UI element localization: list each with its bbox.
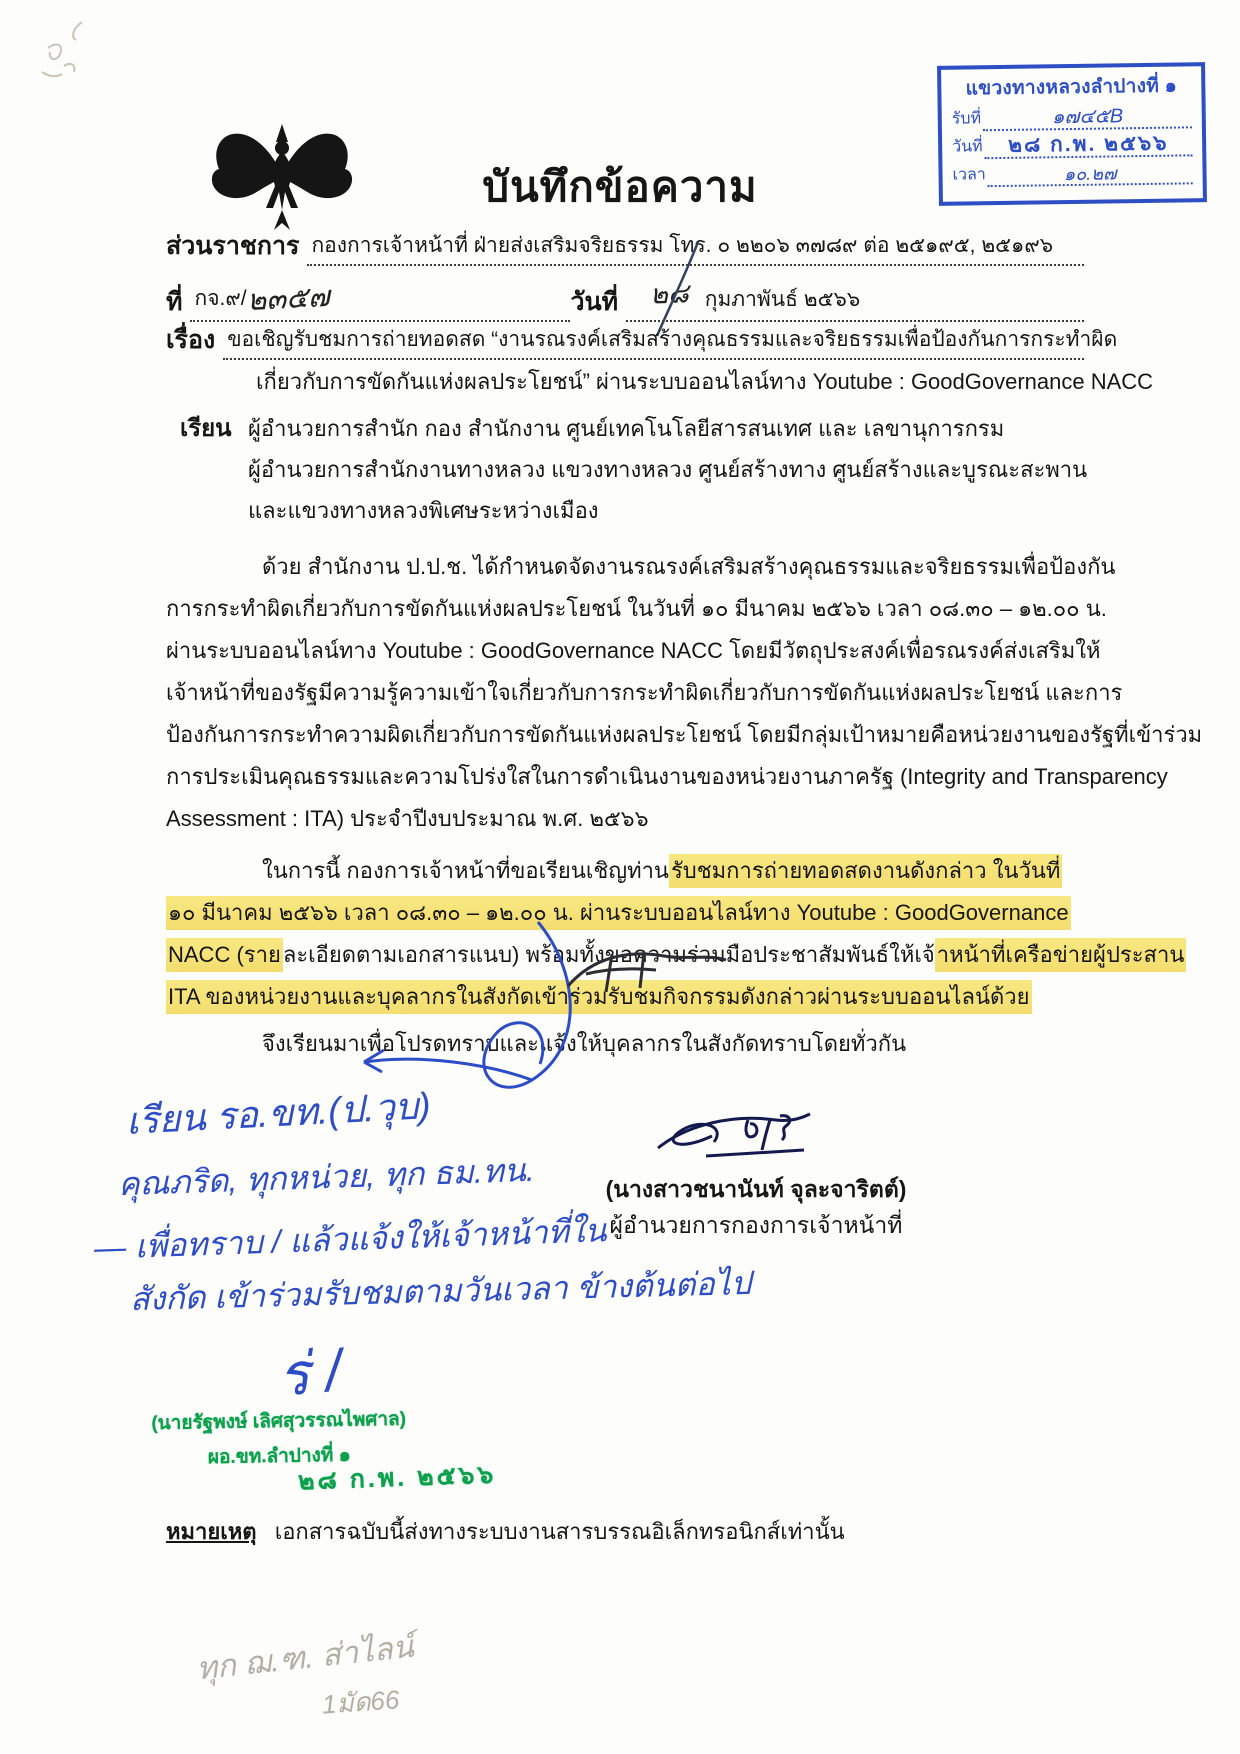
body-p1-line5: ป้องกันการกระทำความผิดเกี่ยวกับการขัดกันแห่งผลประโยชน์ โดยมีกลุ่มเป้าหมายคือหน่วยงานของรัฐที่เข้าร่วม bbox=[166, 722, 1203, 747]
received-time-label: เวลา bbox=[952, 166, 986, 184]
handwritten-note-4: สังกัด เข้าร่วมรับชมตามวันเวลา ข้างต้นต่อไป bbox=[129, 1264, 752, 1318]
doc-number-label: ที่ bbox=[166, 288, 183, 316]
handwritten-note-1: เรียน รอ.ขท.(ป.วุบ) bbox=[125, 1085, 432, 1142]
received-date-value: ๒๘ ก.พ. ๒๕๖๖ bbox=[984, 132, 1192, 159]
received-stamp-no-row bbox=[952, 103, 1192, 131]
footer-note-text: เอกสารฉบับนี้ส่งทางระบบงานสารบรรณอิเล็กทรอนิกส์เท่านั้น bbox=[274, 1519, 845, 1544]
received-stamp-office: แขวงทางหลวงลำปางที่ ๑ bbox=[965, 75, 1178, 100]
p2-line1-plain: ในการนี้ กองการเจ้าหน้าที่ขอเรียนเชิญท่าน bbox=[262, 858, 669, 883]
initial-scribble bbox=[560, 944, 732, 1000]
body-p1-line6: การประเมินคุณธรรมและความโปร่งใสในการดำเนินงานของหน่วยงานภาครัฐ (Integrity and Transparency bbox=[166, 764, 1168, 789]
p2-line1-highlight: รับชมการถ่ายทอดสดงานดังกล่าว ในวันที่ bbox=[669, 854, 1062, 888]
body-p1-line2: การกระทำผิดเกี่ยวกับการขัดกันแห่งผลประโยชน์ ในวันที่ ๑๐ มีนาคม ๒๕๖๖ เวลา ๐๘.๓๐ – ๑๒.๐๐ น. bbox=[166, 596, 1107, 621]
doc-number-printed: กจ.๙/ bbox=[194, 287, 247, 310]
p2-line3-highlight-b: าหน้าที่เครือข่ายผู้ประสาน bbox=[935, 938, 1187, 972]
doc-date-day: ๒๘ bbox=[649, 278, 690, 310]
p2-line2-highlight: ๑๐ มีนาคม ๒๕๖๖ เวลา ๐๘.๓๐ – ๑๒.๐๐ น. ผ่านระบบออนไลน์ทาง Youtube : GoodGovernance bbox=[166, 896, 1071, 930]
agency-line bbox=[166, 226, 1084, 266]
signer-position: ผู้อำนวยการกองการเจ้าหน้าที่ bbox=[609, 1212, 903, 1238]
handwritten-initial: ร่ / bbox=[274, 1337, 345, 1410]
body-paragraph-1 bbox=[166, 546, 1203, 840]
approval-stamp-name: (นายรัฐพงษ์ เลิศสุวรรณไพศาล) bbox=[151, 1408, 407, 1435]
subject-value-line2: เกี่ยวกับการขัดกันแห่งผลประโยชน์” ผ่านระบบออนไลน์ทาง Youtube : GoodGovernance NACC bbox=[256, 369, 1154, 394]
pencil-note-line1: ทุก ฌ.ฑ. ส่าไลน์ bbox=[194, 1628, 416, 1687]
footer-note-label: หมายเหตุ bbox=[166, 1519, 257, 1544]
received-date-label: วันที่ bbox=[952, 138, 983, 156]
to-label: เรียน bbox=[180, 415, 232, 442]
doc-date-label: วันที่ bbox=[570, 288, 619, 316]
to-line-2: ผู้อำนวยการสำนักงานทางหลวง แขวงทางหลวง ศูนย์สร้างทาง ศูนย์สร้างและบูรณะสะพาน bbox=[248, 457, 1088, 482]
doc-number-handwritten: ๒๓๕๗ bbox=[245, 280, 331, 318]
approval-stamp-position: ผอ.ขท.ลำปางที่ ๑ bbox=[207, 1444, 351, 1469]
document-title: บันทึกข้อความ bbox=[482, 163, 758, 210]
body-p2-line2 bbox=[166, 892, 1088, 934]
footer-note bbox=[166, 1514, 845, 1549]
handwritten-note-2: คุณภริด, ทุกหน่วย, ทุก ธม.ทน. bbox=[117, 1151, 536, 1203]
doc-date-month-year: กุมภาพันธ์ ๒๕๖๖ bbox=[704, 288, 861, 311]
received-no-value: ๑๗๔๕B bbox=[983, 105, 1192, 131]
doc-number-line bbox=[166, 272, 1084, 322]
body-p1-line4: เจ้าหน้าที่ของรัฐมีความรู้ความเข้าใจเกี่ยวกับการกระทำผิดเกี่ยวกับการขัดกันแห่งผลประโยชน์ และการ bbox=[166, 680, 1123, 705]
body-p1-line3: ผ่านระบบออนไลน์ทาง Youtube : GoodGovernance NACC โดยมีวัตถุประสงค์เพื่อรณรงค์ส่งเสริมให้ bbox=[166, 638, 1101, 663]
agency-label: ส่วนราชการ bbox=[166, 232, 300, 260]
signer-name: (นางสาวชนานันท์ จุละจาริตต์) bbox=[605, 1176, 907, 1202]
agency-value: กองการเจ้าหน้าที่ ฝ่ายส่งเสริมจริยธรรม โทร. ๐ ๒๒๐๖ ๓๗๘๙ ต่อ ๒๕๑๙๕, ๒๕๑๙๖ bbox=[307, 229, 1084, 266]
subject-line bbox=[166, 320, 1118, 360]
subject-label: เรื่อง bbox=[166, 326, 216, 354]
received-no-label: รับที่ bbox=[951, 110, 982, 128]
p2-line3-highlight-a: NACC (ราย bbox=[166, 938, 283, 972]
pencil-note-line2: 1มัด66 bbox=[321, 1684, 401, 1720]
body-p2-line1 bbox=[166, 850, 1088, 892]
to-line-1: ผู้อำนวยการสำนัก กอง สำนักงาน ศูนย์เทคโนโลยีสารสนเทศ และ เลขานุการกรม bbox=[248, 416, 1005, 441]
approval-stamp-date: ๒๘ ก.พ. ๒๕๖๖ bbox=[297, 1460, 497, 1496]
received-time-value: ๑๐.๒๗ bbox=[988, 163, 1193, 187]
p2-line3-plain: ละเอียดตามเอกสารแนบ) พร้อมทั้งขอความร่วมมือประชาสัมพันธ์ให้เจ้ bbox=[282, 942, 935, 967]
to-line-3: และแขวงทางหลวงพิเศษระหว่างเมือง bbox=[248, 498, 599, 523]
p2-line4-highlight: ITA ของหน่วยงานและบุคลากรในสังกัดเข้าร่วมรับชมกิจกรรมดังกล่าวผ่านระบบออนไลน์ด้วย bbox=[166, 980, 1032, 1014]
subject-value-line1: ขอเชิญรับชมการถ่ายทอดสด “งานรณรงค์เสริมสร้างคุณธรรมและจริยธรรมเพื่อป้องกันการกระทำผิด bbox=[223, 323, 1084, 360]
corner-pencil-scribble bbox=[30, 14, 120, 94]
body-p1-line1: ด้วย สำนักงาน ป.ป.ช. ได้กำหนดจัดงานรณรงค์เสริมสร้างคุณธรรมและจริยธรรมเพื่อป้องกัน bbox=[262, 554, 1116, 579]
doc-number-value bbox=[190, 272, 570, 322]
handwritten-note-3: — เพื่อทราบ / แล้วแจ้งให้เจ้าหน้าที่ใน bbox=[93, 1212, 607, 1266]
director-signature bbox=[648, 1106, 814, 1164]
body-p1-line7: Assessment : ITA) ประจำปีงบประมาณ พ.ศ. ๒๕๖๖ bbox=[166, 806, 649, 831]
closing-line: จึงเรียนมาเพื่อโปรดทราบและแจ้งให้บุคลากรในสังกัดทราบโดยทั่วกัน bbox=[262, 1031, 907, 1056]
